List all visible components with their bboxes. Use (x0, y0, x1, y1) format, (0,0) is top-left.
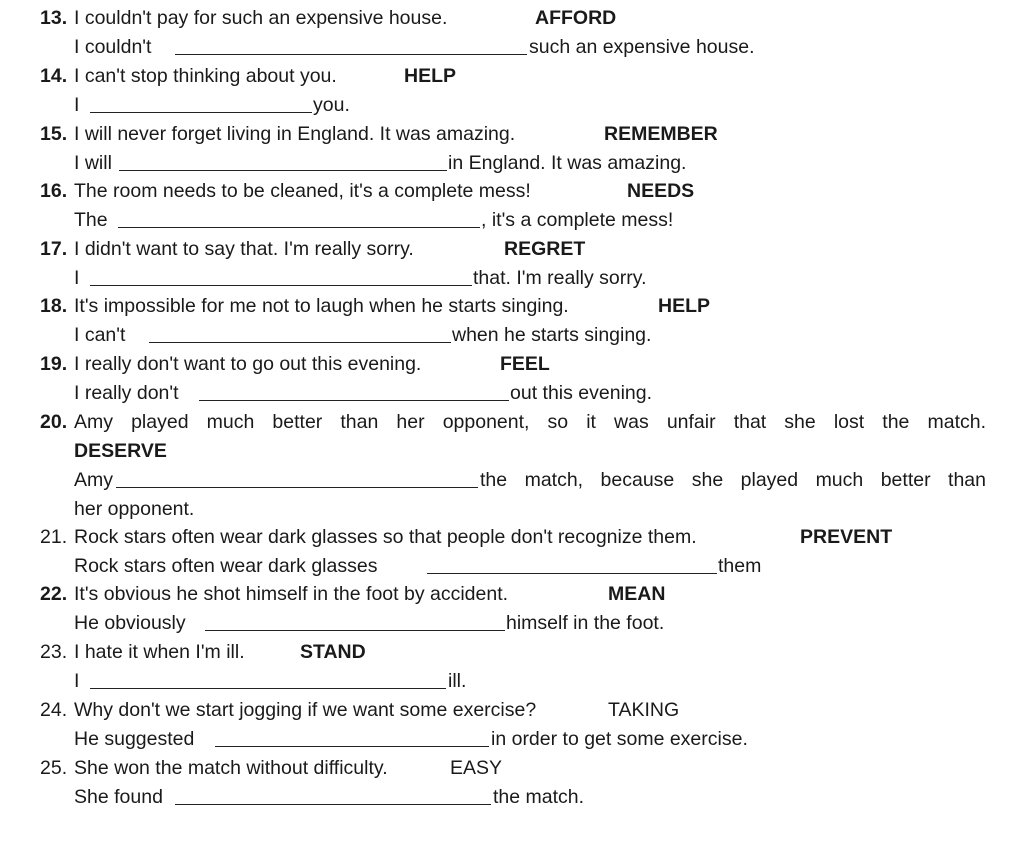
answer-start: I can't (74, 324, 126, 346)
item-20-question (0, 408, 1024, 436)
answer-start: Amy (74, 469, 113, 491)
original-sentence: I couldn't pay for such an expensive house. (74, 7, 448, 29)
answer-blank[interactable] (427, 573, 717, 574)
original-sentence: I didn't want to say that. I'm really sorry. (74, 238, 414, 260)
item-number: 17. (40, 238, 68, 260)
answer-start: I (74, 670, 80, 692)
answer-end: you. (313, 94, 350, 116)
answer-start: He obviously (74, 612, 186, 634)
answer-end: that. I'm really sorry. (473, 267, 647, 289)
answer-end: in England. It was amazing. (448, 152, 687, 174)
item-20-answer (0, 466, 1024, 494)
answer-start: I (74, 267, 80, 289)
answer-end: such an expensive house. (529, 36, 755, 58)
original-sentence: Why don't we start jogging if we want some exercise? (74, 699, 537, 721)
item-number: 16. (40, 180, 68, 202)
item-number: 22. (40, 583, 68, 605)
item-number: 23. (40, 641, 68, 663)
item-number: 25. (40, 757, 68, 779)
keyword: NEEDS (627, 180, 695, 202)
answer-end: the match, because she played much better than (480, 469, 986, 491)
original-sentence: Rock stars often wear dark glasses so that people don't recognize them. (74, 526, 697, 548)
original-sentence: I will never forget living in England. It was amazing. (74, 123, 516, 145)
answer-blank[interactable] (90, 688, 446, 689)
answer-start: I (74, 94, 80, 116)
original-sentence: The room needs to be cleaned, it's a complete mess! (74, 180, 531, 202)
answer-blank[interactable] (215, 746, 489, 747)
answer-end: when he starts singing. (452, 324, 652, 346)
original-sentence: Amy played much better than her opponent, so it was unfair that she lost the match. (74, 411, 986, 433)
original-sentence: She won the match without difficulty. (74, 757, 388, 779)
keyword: REGRET (504, 238, 586, 260)
answer-end-continued: her opponent. (74, 498, 195, 520)
answer-end: himself in the foot. (506, 612, 665, 634)
answer-blank[interactable] (199, 400, 509, 401)
keyword: MEAN (608, 583, 666, 605)
answer-end: in order to get some exercise. (491, 728, 748, 750)
answer-blank[interactable] (149, 342, 451, 343)
answer-blank[interactable] (205, 630, 505, 631)
answer-blank[interactable] (90, 285, 472, 286)
item-number: 18. (40, 295, 68, 317)
item-number: 14. (40, 65, 68, 87)
answer-end: out this evening. (510, 382, 653, 404)
answer-start: The (74, 209, 108, 231)
original-sentence: I hate it when I'm ill. (74, 641, 245, 663)
answer-end: , it's a complete mess! (481, 209, 674, 231)
keyword: TAKING (608, 699, 680, 721)
answer-blank[interactable] (116, 487, 478, 488)
item-number: 13. (40, 7, 68, 29)
original-sentence: I really don't want to go out this evening. (74, 353, 422, 375)
answer-end: ill. (448, 670, 467, 692)
original-sentence: It's impossible for me not to laugh when he starts singing. (74, 295, 569, 317)
answer-start: He suggested (74, 728, 195, 750)
answer-blank[interactable] (175, 804, 491, 805)
answer-start: I really don't (74, 382, 179, 404)
answer-start: I couldn't (74, 36, 152, 58)
keyword: EASY (450, 757, 503, 779)
answer-end: the match. (493, 786, 585, 808)
original-sentence: It's obvious he shot himself in the foot by accident. (74, 583, 509, 605)
answer-blank[interactable] (118, 227, 480, 228)
item-number: 21. (40, 526, 68, 548)
item-number: 15. (40, 123, 68, 145)
keyword: REMEMBER (604, 123, 718, 145)
keyword: DESERVE (74, 440, 167, 462)
item-number: 20. (40, 411, 68, 433)
answer-blank[interactable] (175, 54, 527, 55)
answer-blank[interactable] (90, 112, 312, 113)
answer-end: them (718, 555, 762, 577)
answer-blank[interactable] (119, 170, 447, 171)
keyword: HELP (658, 295, 711, 317)
answer-start: Rock stars often wear dark glasses (74, 555, 378, 577)
answer-start: I will (74, 152, 112, 174)
keyword: STAND (300, 641, 366, 663)
keyword: HELP (404, 65, 457, 87)
keyword: FEEL (500, 353, 550, 375)
keyword: PREVENT (800, 526, 893, 548)
keyword: AFFORD (535, 7, 617, 29)
item-number: 24. (40, 699, 68, 721)
item-number: 19. (40, 353, 68, 375)
answer-start: She found (74, 786, 163, 808)
original-sentence: I can't stop thinking about you. (74, 65, 337, 87)
